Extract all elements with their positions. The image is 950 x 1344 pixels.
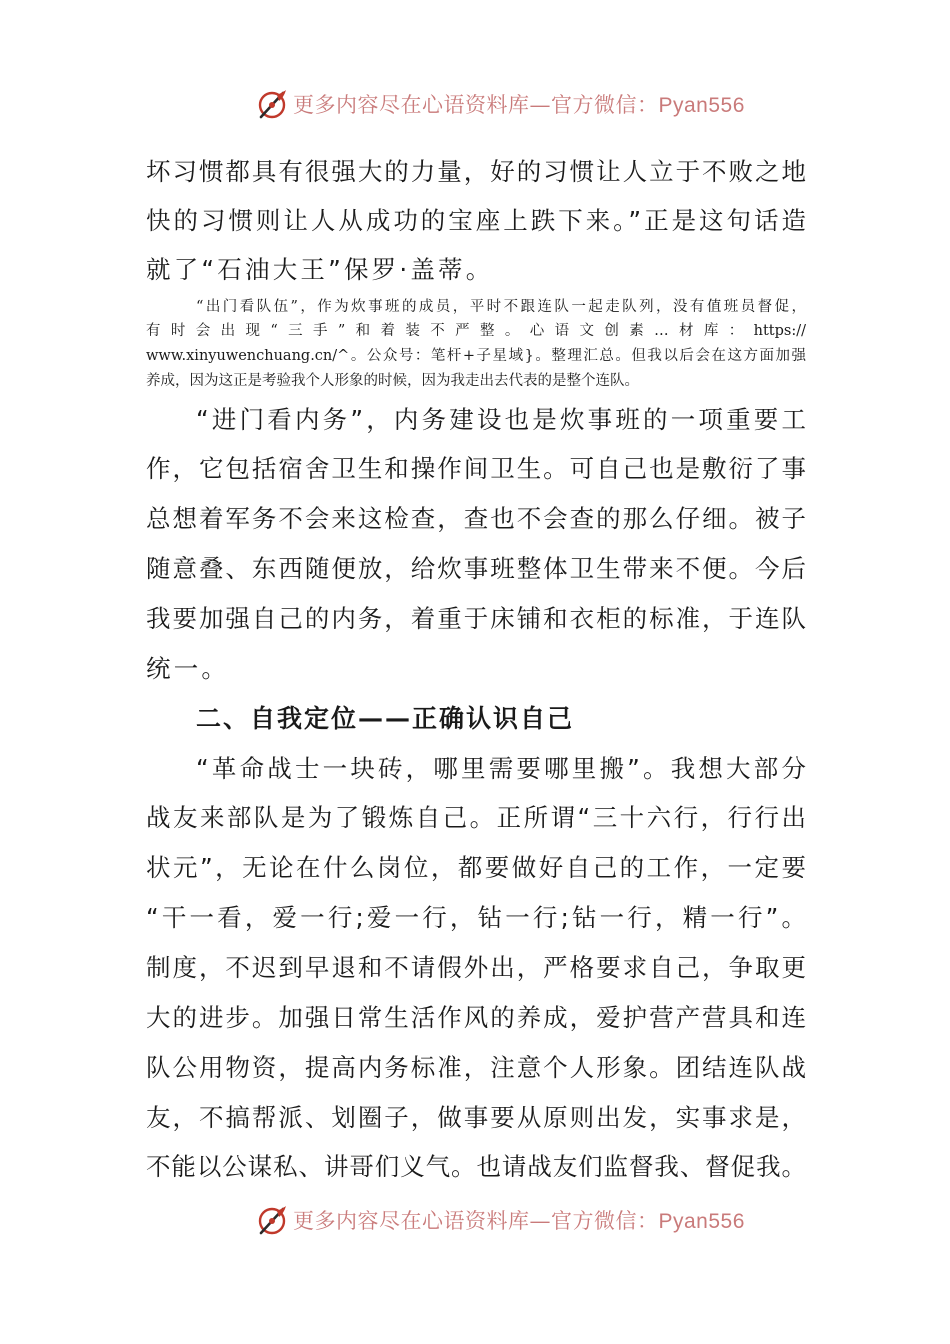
body-line: 作，它包括宿舍卫生和操作间卫生。可自己也是敷衍了事	[146, 454, 806, 483]
small-body-line: 养成，因为这正是考验我个人形象的时候，因为我走出去代表的是整个连队。	[146, 373, 639, 389]
footer-watermark	[255, 1205, 745, 1241]
small-body-line: “出门看队伍”，作为炊事班的成员，平时不跟连队一起走队列，没有值班员督促，	[196, 299, 806, 315]
body-line: 统一。	[146, 654, 230, 683]
body-line: 队公用物资，提高内务标准，注意个人形象。团结连队战	[146, 1053, 806, 1082]
body-line: 坏习惯都具有很强大的力量，好的习惯让人立于不败之地	[146, 157, 806, 186]
header-watermark	[255, 84, 745, 124]
small-body-line: www.xinyuwenchuang.cn/^。公众号：笔杆+子星域}。整理汇总。但我以后会在这方面加强	[146, 348, 806, 364]
body-line: 随意叠、东西随便放，给炊事班整体卫生带来不便。今后	[146, 554, 806, 583]
quill-pen-logo-icon	[255, 87, 289, 121]
body-line: 友，不搞帮派、划圈子，做事要从原则出发，实事求是，	[146, 1103, 806, 1132]
body-line: 就了“石油大王”保罗·盖蒂。	[146, 255, 494, 284]
section-heading: 二、自我定位——正确认识自己	[196, 704, 575, 733]
body-line: 状元”，无论在什么岗位，都要做好自己的工作，一定要	[146, 853, 806, 882]
body-line: 我要加强自己的内务，着重于床铺和衣柜的标准，于连队	[146, 604, 806, 633]
body-line: 不能以公谋私、讲哥们义气。也请战友们监督我、督促我。	[146, 1152, 806, 1181]
body-line: “革命战士一块砖，哪里需要哪里搬”。我想大部分	[196, 754, 806, 783]
header-watermark-text: 更多内容尽在心语资料库—官方微信：Pyan556	[293, 93, 745, 117]
small-body-line: 有时会出现“三手”和着装不严整。心语文创素…材库：https://	[146, 323, 806, 339]
quill-pen-logo-icon	[255, 1205, 289, 1237]
footer-watermark-text: 更多内容尽在心语资料库—官方微信：Pyan556	[293, 1209, 745, 1233]
body-line: 制度，不迟到早退和不请假外出，严格要求自己，争取更	[146, 953, 806, 982]
body-line: “进门看内务”，内务建设也是炊事班的一项重要工	[196, 405, 806, 434]
body-line: 战友来部队是为了锻炼自己。正所谓“三十六行，行行出	[146, 803, 806, 832]
body-line: 总想着军务不会来这检查，查也不会查的那么仔细。被子	[146, 504, 806, 533]
body-line: “干一看，爱一行;爱一行，钻一行;钻一行，精一行”。	[146, 903, 806, 932]
body-line: 快的习惯则让人从成功的宝座上跌下来。”正是这句话造	[146, 206, 806, 235]
body-line: 大的进步。加强日常生活作风的养成，爱护营产营具和连	[146, 1003, 806, 1032]
